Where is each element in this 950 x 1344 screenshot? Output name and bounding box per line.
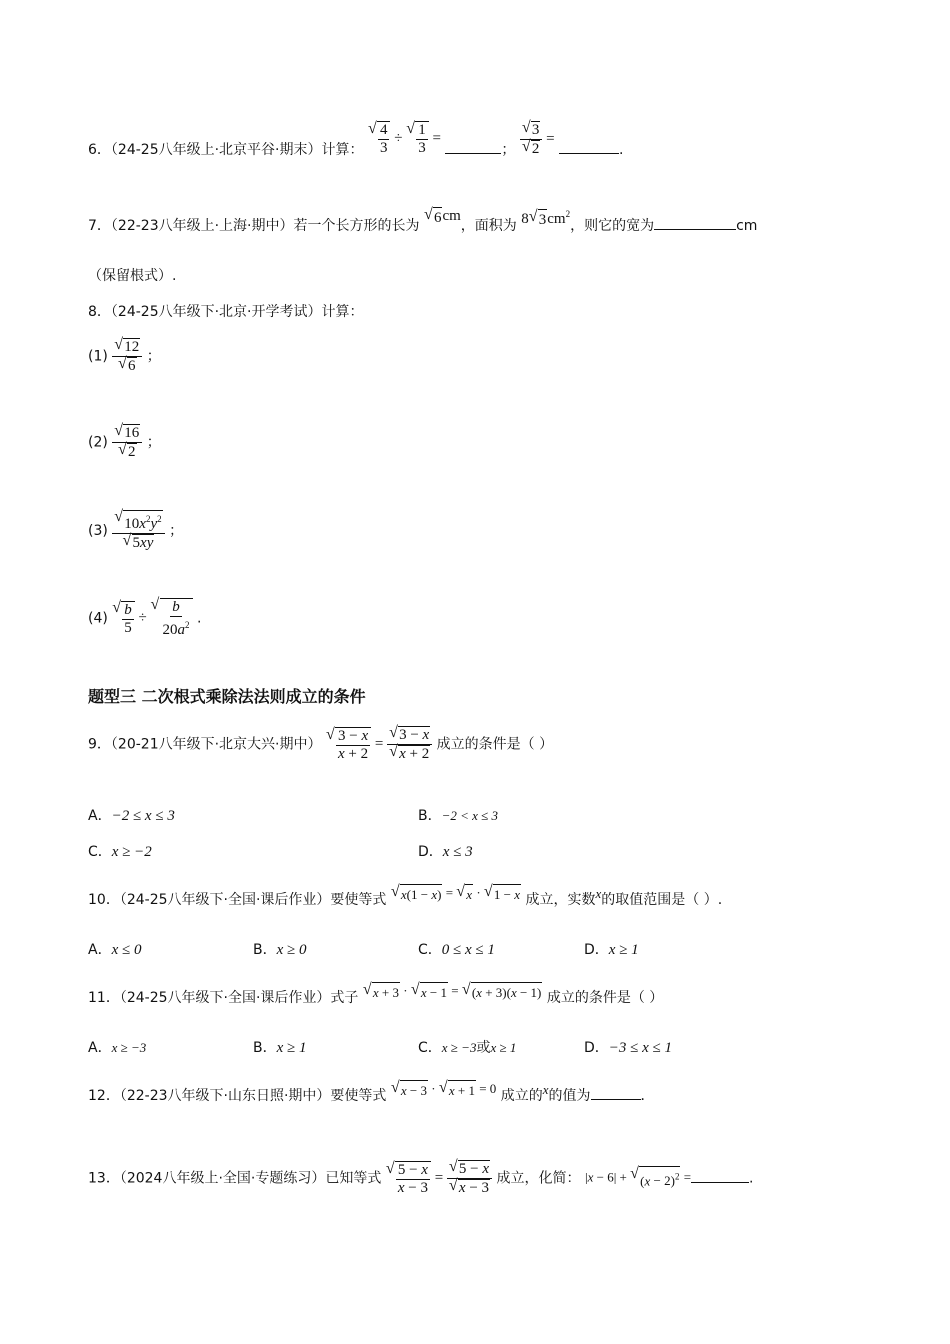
question-text: 成立，实数 — [525, 892, 596, 908]
unit: cm — [736, 218, 758, 234]
option-b[interactable] — [253, 940, 307, 960]
part-label: (3) — [88, 523, 108, 539]
option-label: A． — [88, 942, 112, 958]
option-expr: x ≥ 1 — [276, 1040, 307, 1056]
question-8-part-2 — [88, 424, 161, 461]
question-8-part-4 — [88, 598, 201, 639]
question-text: 已知等式 — [325, 1170, 382, 1187]
formula-sqrt-b-5-div-sqrt-b-20a2: √ $\frac{b}{5}$ ÷ √ $\frac{b}{20a^2}$ — [112, 598, 192, 639]
option-label: A． — [88, 1040, 112, 1056]
question-text: 成立的 — [500, 1088, 543, 1104]
formula-sqrt3-over-sqrt2: √ 3 √ 2 = — [520, 121, 555, 158]
option-expr: x ≥ 1 — [608, 942, 639, 958]
option-a[interactable] — [88, 806, 175, 826]
option-expr: x ≤ 0 — [111, 942, 142, 958]
answer-blank[interactable] — [445, 140, 501, 154]
question-8 — [88, 302, 364, 322]
formula-sqrt-3-x-over-x-2: √ $\frac{3 - x}{x + 2}$ = √ 3 − x √ x + 2 — [326, 726, 432, 763]
question-6 — [88, 121, 624, 160]
option-d[interactable] — [584, 1038, 672, 1058]
option-label: C． — [88, 844, 112, 860]
formula-sqrt-x-3-sqrt-x-1-eq-0: √ x − 3 · √ x + 1 = 0 — [391, 1079, 496, 1101]
answer-blank[interactable] — [654, 216, 736, 230]
part-label: (2) — [88, 434, 108, 451]
question-text: 成立的条件是（ ） — [436, 736, 554, 753]
question-source: （22-23八年级上·上海·期中） — [110, 218, 294, 234]
question-number: 10． — [88, 892, 120, 908]
option-d[interactable] — [584, 940, 639, 960]
question-text: 要使等式 — [330, 892, 387, 908]
question-source: （20-21八年级下·北京大兴·期中） — [110, 736, 322, 753]
option-expr: x ≥ −3 — [111, 1040, 147, 1055]
question-10 — [88, 885, 723, 910]
part-end: . — [196, 610, 202, 627]
formula-sqrt-x-1-x: √ x(1 − x) = √ x · √ 1 − x — [391, 883, 521, 905]
part-end: ； — [146, 434, 161, 451]
formula-sqrt12-over-sqrt6: √ 12 √ 6 — [112, 338, 142, 375]
question-11 — [88, 983, 664, 1008]
formula-sqrt16-over-sqrt2: √ 16 √ 2 — [112, 424, 142, 461]
option-label: B． — [253, 1040, 277, 1056]
question-text: 式子 — [330, 990, 359, 1006]
question-7 — [88, 208, 758, 236]
formula-sqrt6-cm: √ 6cm — [424, 206, 461, 227]
question-text: 成立，化简： — [496, 1170, 581, 1187]
question-text: ，则它的宽为 — [570, 218, 655, 234]
part-end: ； — [146, 348, 161, 365]
question-9 — [88, 726, 553, 763]
question-source: （24-25八年级上·北京平谷·期末） — [110, 142, 322, 158]
separator: ； — [501, 142, 516, 158]
question-source: （24-25八年级下·全国·课后作业） — [119, 892, 331, 908]
option-label: D． — [584, 942, 609, 958]
option-a[interactable] — [88, 940, 141, 960]
question-number: 12． — [88, 1088, 120, 1104]
question-13 — [88, 1160, 753, 1197]
option-label: C． — [418, 942, 442, 958]
option-a[interactable] — [88, 1038, 146, 1058]
option-label: B． — [253, 942, 277, 958]
question-text: 若一个长方形的长为 — [293, 218, 420, 234]
option-expr: x ≥ 0 — [276, 942, 307, 958]
question-end: ． — [640, 1088, 655, 1104]
option-label: D． — [418, 844, 443, 860]
question-8-part-1 — [88, 338, 161, 375]
question-source: （24-25八年级下·全国·课后作业） — [119, 990, 331, 1006]
formula-8-sqrt3-cm2: 8√ $3cm^2$ — [521, 204, 570, 230]
answer-blank[interactable] — [591, 1086, 641, 1100]
formula-abs-x-6-plus-sqrt-x-2-sq: |x − 6| + √ $(x - 2)^2$ = — [585, 1166, 691, 1191]
formula-sqrt-4-3-div-sqrt-1-3: √ $\frac{4}{3}$ ÷ √ $\frac{1}{3}$ = — [368, 121, 441, 157]
part-label: (1) — [88, 348, 108, 365]
option-label: C． — [418, 1040, 442, 1056]
option-expr: x ≥ −2 — [111, 844, 152, 860]
question-number: 8． — [88, 304, 111, 320]
option-expr: −2 < x ≤ 3 — [441, 808, 499, 823]
formula-sqrt-10x2y2-over-sqrt-5xy: √ $10x^2y^2$ √ 5xy — [112, 510, 164, 552]
formula-sqrt-5-x-over-x-3: √ $\frac{5 - x}{x - 3}$ = √ 5 − x √ x − 3 — [386, 1160, 492, 1197]
question-text: 计算： — [321, 304, 364, 320]
option-expr: x ≤ 3 — [442, 844, 473, 860]
option-b[interactable] — [253, 1038, 307, 1058]
option-c[interactable] — [418, 1038, 516, 1058]
question-8-part-3 — [88, 510, 183, 552]
question-end: . — [749, 1170, 754, 1187]
question-source: （2024八年级上·全国·专题练习） — [119, 1170, 326, 1187]
part-end: ； — [169, 523, 184, 539]
question-7-continued — [88, 266, 176, 286]
option-expr: x ≥ 1 — [490, 1040, 517, 1055]
question-number: 13． — [88, 1170, 120, 1187]
option-or: 或 — [476, 1040, 491, 1056]
option-expr: x ≥ −3 — [441, 1040, 477, 1055]
part-label: (4) — [88, 610, 108, 627]
question-text: 要使等式 — [330, 1088, 387, 1104]
formula-sqrt-x3-sqrt-x1: √ x + 3 · √ x − 1 = √ (x + 3)(x − 1) — [363, 981, 543, 1003]
question-number: 9． — [88, 736, 111, 753]
option-d[interactable] — [418, 842, 473, 862]
option-expr: −3 ≤ x ≤ 1 — [608, 1040, 673, 1056]
question-source: （22-23八年级下·山东日照·期中） — [119, 1088, 331, 1104]
question-text: 成立的条件是（ ） — [546, 990, 664, 1006]
option-c[interactable] — [418, 940, 495, 960]
question-number: 11． — [88, 990, 120, 1006]
question-number: 6． — [88, 142, 111, 158]
option-label: D． — [584, 1040, 609, 1056]
option-label: A． — [88, 808, 112, 824]
question-12 — [88, 1081, 655, 1106]
section-title: 题型三 二次根式乘除法法则成立的条件 — [88, 687, 366, 706]
question-text: 的取值范围是（ ）. — [601, 892, 723, 908]
option-label: B． — [418, 808, 442, 824]
option-b[interactable] — [418, 806, 498, 826]
answer-blank[interactable] — [691, 1169, 749, 1183]
question-text: （保留根式）. — [88, 268, 177, 284]
question-text: 的值为 — [548, 1088, 591, 1104]
question-end: . — [619, 142, 624, 158]
variable-x: x — [595, 886, 602, 901]
question-text: ，面积为 — [460, 218, 517, 234]
question-source: （24-25八年级下·北京·开学考试） — [110, 304, 322, 320]
variable-x: x — [542, 1082, 549, 1097]
question-number: 7． — [88, 218, 111, 234]
answer-blank[interactable] — [559, 140, 619, 154]
option-expr: −2 ≤ x ≤ 3 — [111, 808, 175, 824]
option-expr: 0 ≤ x ≤ 1 — [441, 942, 495, 958]
question-text: 计算： — [321, 142, 364, 158]
option-c[interactable] — [88, 842, 152, 862]
